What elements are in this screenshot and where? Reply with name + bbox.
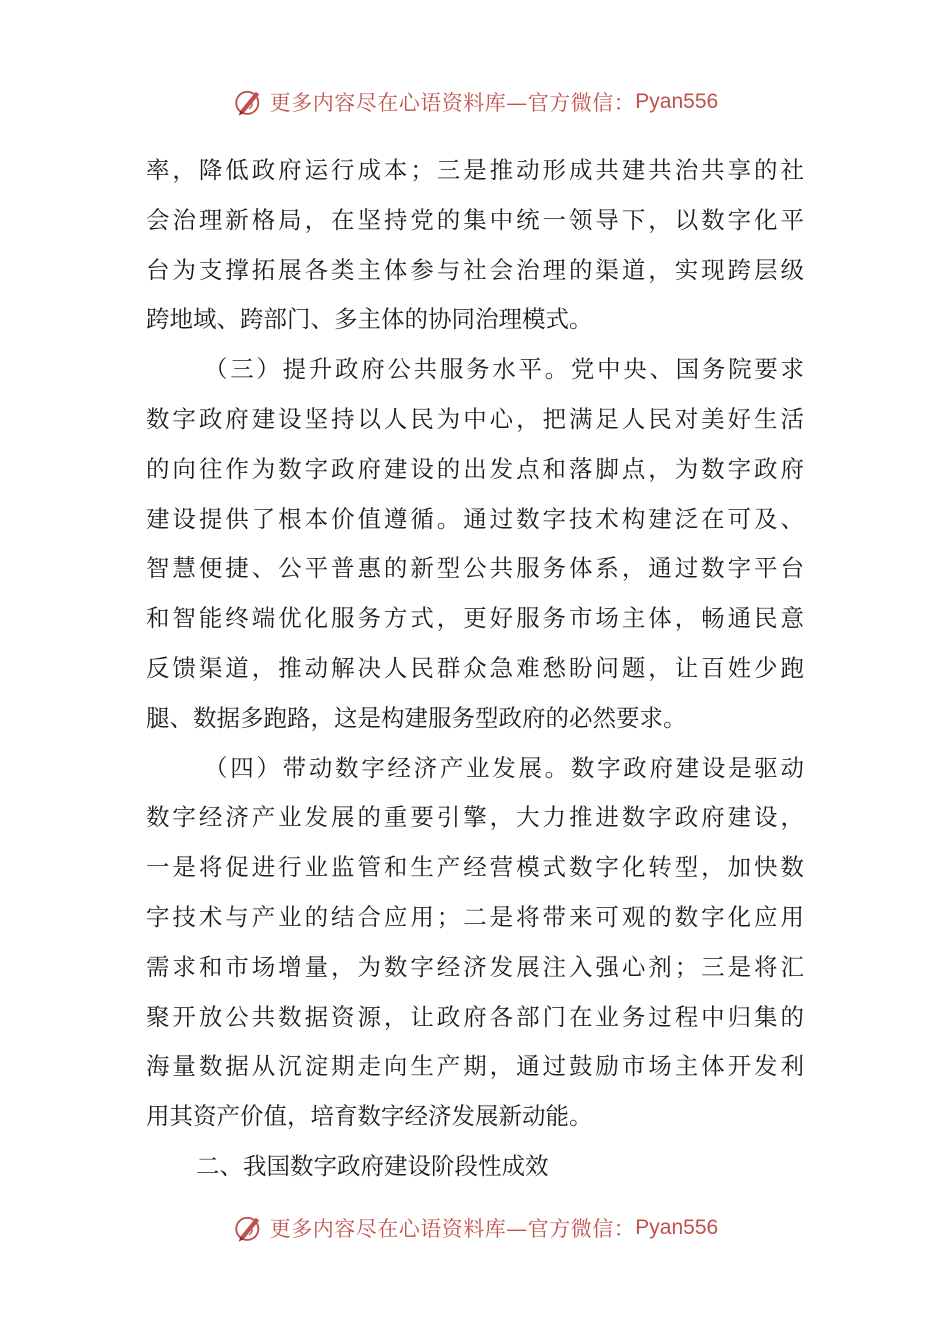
text-line: 的向往作为数字政府建设的出发点和落脚点，为数字政府: [146, 454, 804, 483]
text-line: 用其资产价值，培育数字经济发展新动能。: [146, 1102, 593, 1131]
section-heading-line: （四）带动数字经济产业发展。数字政府建设是驱动: [204, 753, 804, 782]
text-line: 跨地域、跨部门、多主体的协同治理模式。: [146, 305, 593, 334]
text-line: 聚开放公共数据资源，让政府各部门在业务过程中归集的: [146, 1002, 804, 1031]
watermark-text: 更多内容尽在心语资料库—官方微信：: [269, 1217, 636, 1241]
text-line: 率，降低政府运行成本；三是推动形成共建共治共享的社: [146, 156, 804, 184]
text-line: 数字政府建设坚持以人民为中心，把满足人民对美好生活: [146, 404, 804, 433]
text-line: 建设提供了根本价值遵循。通过数字技术构建泛在可及、: [146, 504, 804, 533]
section-heading-line: （三）提升政府公共服务水平。党中央、国务院要求: [204, 355, 804, 384]
pen-circle-logo-icon: [232, 1211, 266, 1245]
text-line: 腿、数据多跑路，这是构建服务型政府的必然要求。: [146, 703, 687, 732]
text-line: 需求和市场增量，为数字经济发展注入强心剂；三是将汇: [146, 952, 804, 981]
watermark-wechat-id: Pyan556: [635, 1216, 719, 1239]
pen-circle-logo-icon: [232, 85, 266, 119]
text-line: 台为支撑拓展各类主体参与社会治理的渠道，实现跨层级: [146, 255, 804, 284]
text-line: 一是将促进行业监管和生产经营模式数字化转型，加快数: [146, 853, 804, 882]
text-line: 数字经济产业发展的重要引擎，大力推进数字政府建设，: [146, 803, 804, 832]
text-line: 和智能终端优化服务方式，更好服务市场主体，畅通民意: [146, 604, 804, 633]
text-line: 海量数据从沉淀期走向生产期，通过鼓励市场主体开发利: [146, 1052, 804, 1081]
text-line: 智慧便捷、公平普惠的新型公共服务体系，通过数字平台: [146, 554, 804, 583]
text-line: 字技术与产业的结合应用；二是将带来可观的数字化应用: [146, 902, 804, 931]
text-line: 会治理新格局，在坚持党的集中统一领导下，以数字化平: [146, 205, 804, 234]
watermark-text: 更多内容尽在心语资料库—官方微信：: [269, 91, 636, 115]
chapter-heading: 二、我国数字政府建设阶段性成效: [196, 1151, 549, 1180]
watermark-wechat-id: Pyan556: [635, 90, 719, 113]
footer-watermark: [0, 1208, 950, 1248]
document-body: [146, 146, 804, 1192]
text-line: 反馈渠道，推动解决人民群众急难愁盼问题，让百姓少跑: [146, 653, 804, 682]
header-watermark: [0, 82, 950, 122]
